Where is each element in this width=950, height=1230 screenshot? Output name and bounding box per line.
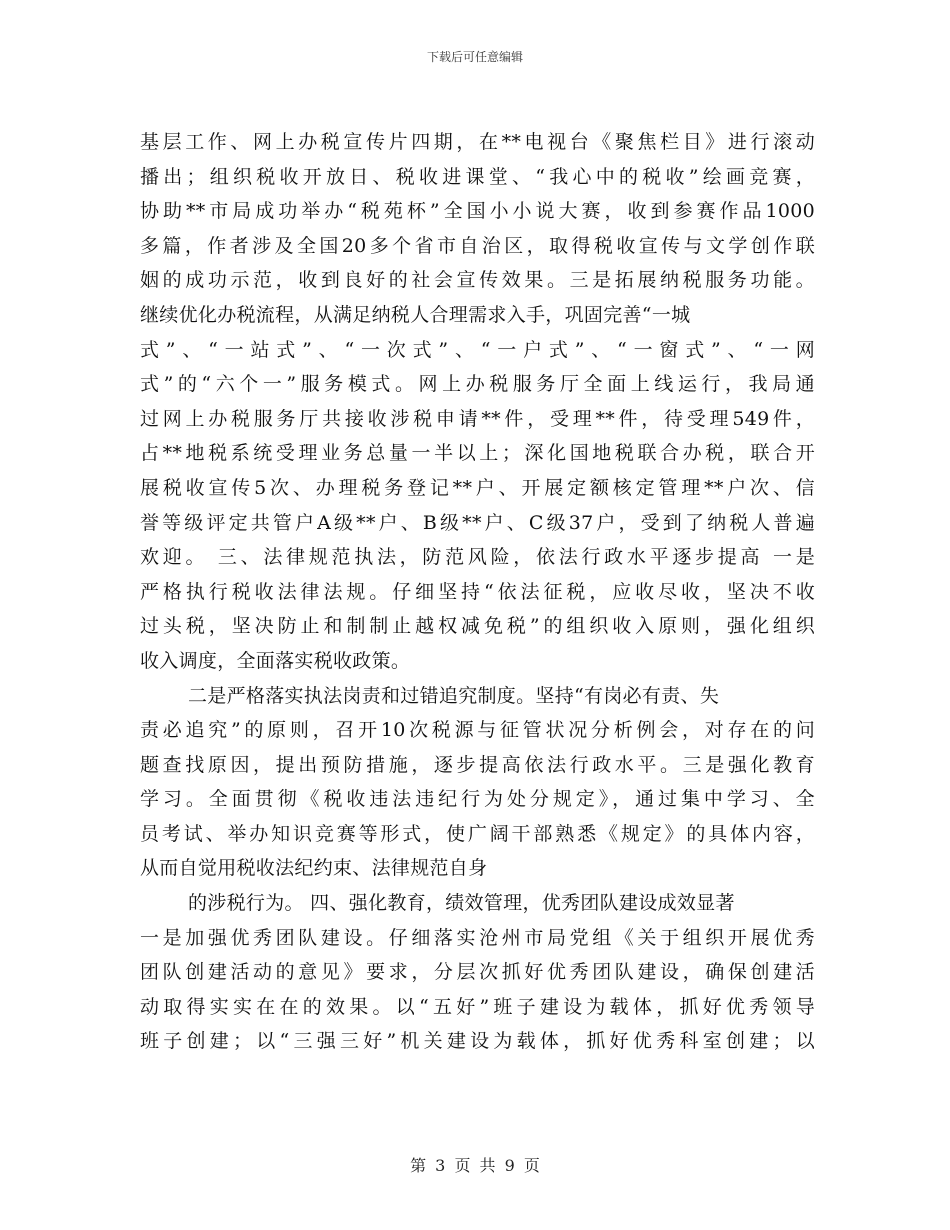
- text-line: 二是严格落实执法岗责和过错追究制度。坚持“有岗必有责、失: [188, 684, 720, 707]
- text-line: 式”的“六个一”服务模式。网上办税服务厅全面上线运行，我局通: [140, 373, 815, 396]
- text-line: 动取得实实在在的效果。以“五好”班子建设为载体，抓好优秀领导: [140, 995, 815, 1018]
- text-line: 誉等级评定共管户A级**户、B级**户、C级37户，受到了纳税人普遍: [140, 511, 815, 534]
- text-line: 协助**市局成功举办“税苑杯”全国小小说大赛，收到参赛作品1000: [140, 200, 815, 223]
- text-line: 从而自觉用税收法纪约束、法律规范自身: [140, 857, 488, 880]
- text-line: 继续优化办税流程，从满足纳税人合理需求入手，巩固完善“一城: [140, 303, 691, 326]
- text-line: 收入调度，全面落实税收政策。: [140, 649, 411, 672]
- text-line: 责必追究”的原则，召开10次税源与征管状况分析例会，对存在的问: [140, 719, 815, 742]
- text-line: 过网上办税服务厅共接收涉税申请**件，受理**件，待受理549件，: [140, 407, 815, 430]
- text-line: 题查找原因，提出预防措施，逐步提高依法行政水平。三是强化教育: [140, 753, 815, 776]
- page-footer: 第 3 页 共 9 页: [410, 1156, 540, 1175]
- text-line: 一是加强优秀团队建设。仔细落实沧州市局党组《关于组织开展优秀: [140, 926, 815, 949]
- text-line: 的涉税行为。 四、强化教育，绩效管理，优秀团队建设成效显著: [188, 892, 735, 915]
- text-line: 欢迎。 三、法律规范执法，防范风险，依法行政水平逐步提高 一是: [140, 546, 815, 569]
- text-line: 基层工作、网上办税宣传片四期，在**电视台《聚焦栏目》进行滚动: [140, 131, 815, 153]
- text-line: 班子创建；以“三强三好”机关建设为载体，抓好优秀科室创建；以: [140, 1030, 815, 1053]
- page-header: 下载后可任意编辑: [426, 50, 523, 64]
- text-line: 占**地税系统受理业务总量一半以上；深化国地税联合办税，联合开: [140, 442, 815, 465]
- text-line: 多篇，作者涉及全国20多个省市自治区，取得税收宣传与文学创作联: [140, 234, 815, 257]
- text-line: 严格执行税收法律法规。仔细坚持“依法征税，应收尽收，坚决不收: [140, 580, 815, 603]
- text-line: 姻的成功示范，收到良好的社会宣传效果。三是拓展纳税服务功能。: [140, 269, 815, 292]
- text-line: 式”、“一站式”、“一次式”、“一户式”、“一窗式”、“一网: [140, 338, 815, 361]
- text-line: 播出；组织税收开放日、税收进课堂、“我心中的税收”绘画竞赛，: [140, 165, 815, 188]
- text-line: 团队创建活动的意见》要求，分层次抓好优秀团队建设，确保创建活: [140, 961, 815, 984]
- document-body: [140, 125, 815, 1059]
- text-line: 学习。全面贯彻《税收违法违纪行为处分规定》，通过集中学习、全: [140, 788, 815, 811]
- text-line: 过头税，坚决防止和制制止越权减免税”的组织收入原则，强化组织: [140, 615, 815, 638]
- text-line: 展税收宣传5次、办理税务登记**户、开展定额核定管理**户次、信: [140, 476, 815, 499]
- text-line: 员考试、举办知识竞赛等形式，使广阔干部熟悉《规定》的具体内容，: [140, 822, 815, 845]
